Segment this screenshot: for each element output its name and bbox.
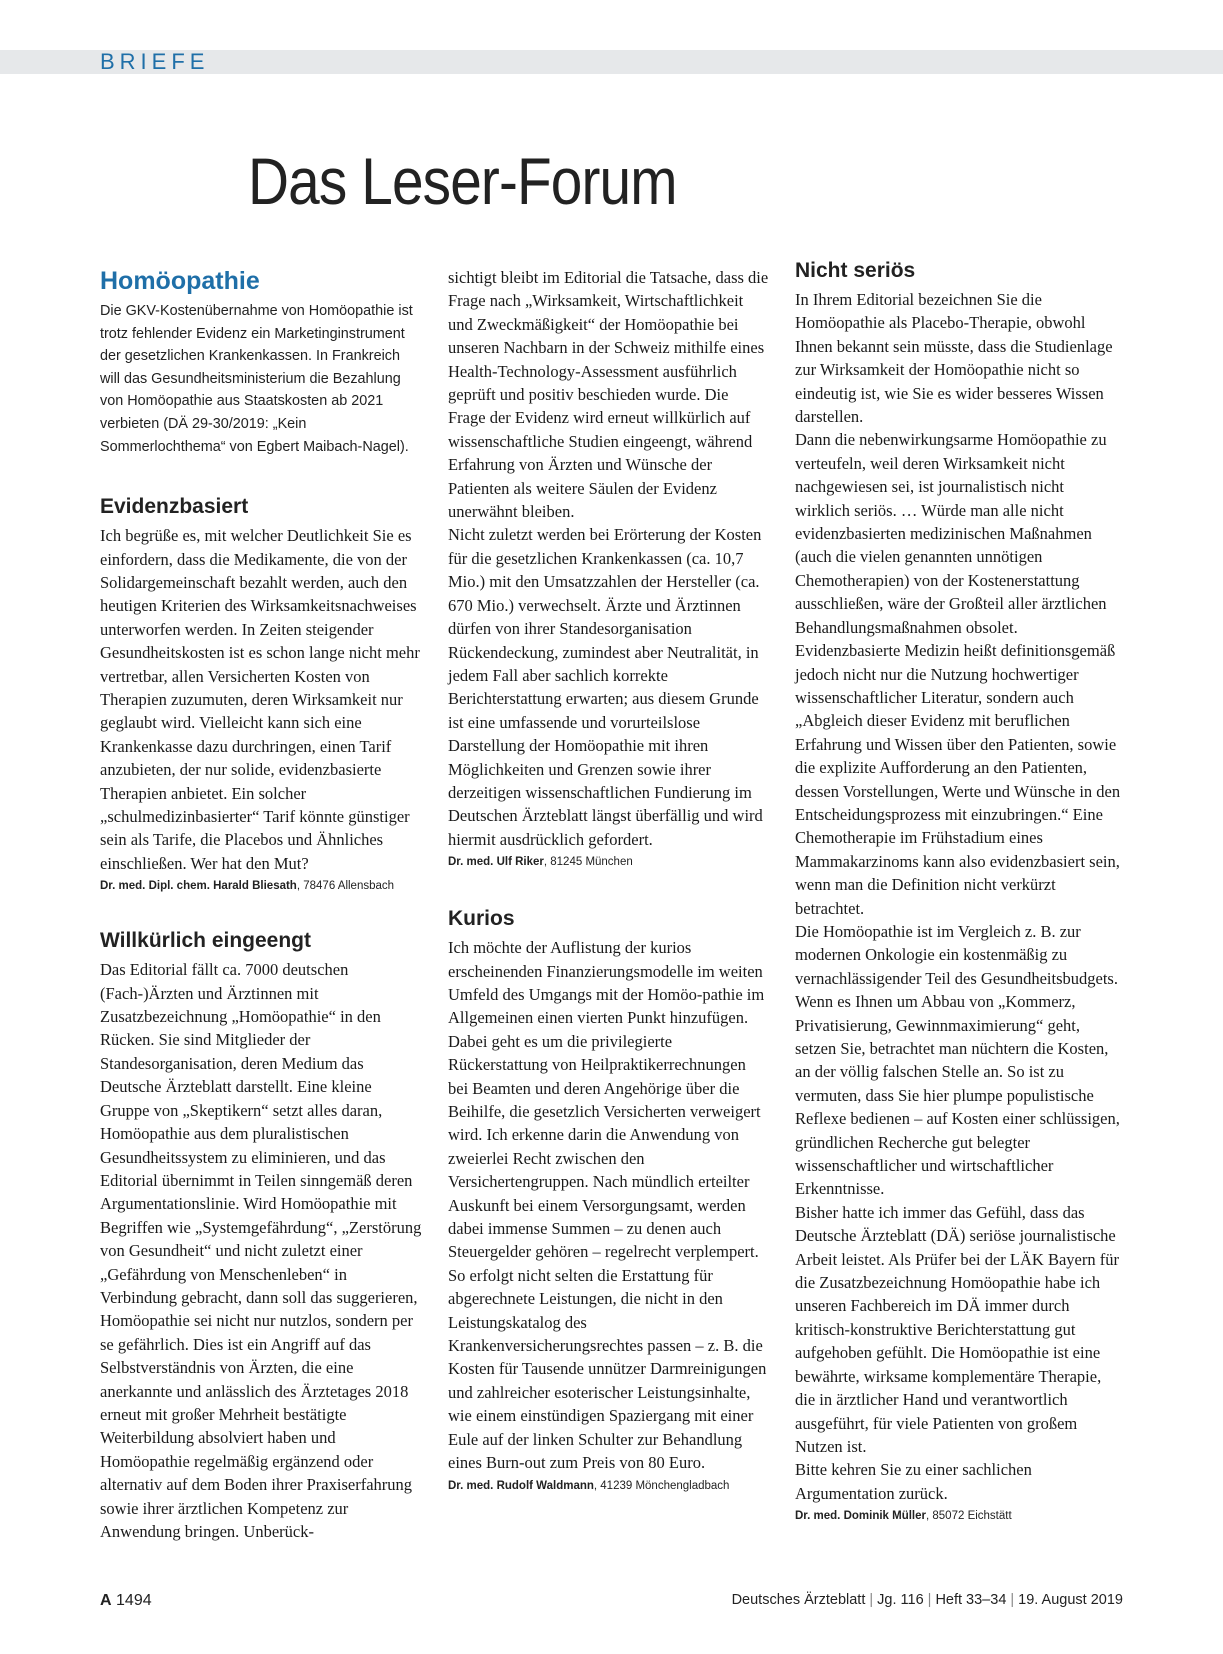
journal-issue: Heft 33–34 bbox=[935, 1592, 1007, 1608]
topic-title: Homöopathie bbox=[100, 267, 260, 295]
page-section-letter: A bbox=[100, 1592, 112, 1609]
author-location: , 81245 München bbox=[543, 856, 633, 869]
topic-intro: Die GKV-Kostenübernahme von Homöopathie ist trotz fehlender Evidenz ein Marketinginstrument der gesetzlichen Krankenkassen. In Frankreich will das Gesundheitsministerium die Bezahlung von Homöopathie aus Staatskosten ab 2021 verbieten (DÄ 29-30/2019: „Kein Sommerlochthema“ von Egbert Maibach-Nagel). bbox=[100, 303, 413, 455]
letter-body: Ich begrüße es, mit welcher Deutlichkeit Sie es einfordern, dass die Medikamente, die von der Solidargemeinschaft bezahlt werden, auch den heutigen Kriterien des Wirksamkeitsnachweises unterworfen werden. In Zeiten steigender Gesundheitskosten ist es schon lange nicht mehr vertretbar, allen Versicherten Kosten von Therapien zuzumuten, deren Wirksamkeit nur geglaubt wird. Vielleicht kann sich eine Krankenkasse dazu durchringen, einen Tarif anzubieten, der nur solide, evidenzbasierte Therapien anbietet. Ein solcher „schulmedizinbasierter“ Tarif könnte günstiger sein als Tarife, die Placebos und Ähnliches einschließen. Wer hat den Mut? bbox=[100, 526, 420, 873]
author-name: Dr. med. Rudolf Waldmann bbox=[448, 1479, 594, 1492]
letter-signature bbox=[448, 1478, 770, 1494]
column-3 bbox=[795, 258, 1123, 1524]
column-2 bbox=[448, 266, 770, 1494]
author-location: , 41239 Mönchengladbach bbox=[593, 1479, 730, 1492]
author-name: Dr. med. Dipl. chem. Harald Bliesath bbox=[100, 880, 297, 893]
letter-heading: Evidenzbasiert bbox=[100, 495, 249, 519]
letter-paragraph: Bitte kehren Sie zu einer sachlichen Argumentation zurück. bbox=[795, 1460, 1032, 1503]
separator: | bbox=[869, 1592, 874, 1608]
page-title: Das Leser-Forum bbox=[248, 144, 677, 218]
letter-evidenzbasiert bbox=[100, 494, 422, 894]
letter-paragraph: Die Homöopathie ist im Vergleich z. B. zur modernen Onkologie ein kostenmäßig zu vernachlässigender Teil des Gesundheitsbudgets. Wenn es Ihnen um Abbau von „Kommerz, Privatisierung, Gewinnmaximierung“ geht, setzen Sie, betrachtet man nüchtern die Kosten, an der völlig falschen Stelle an. So ist zu vermuten, dass Sie hier plumpe populistische Reflexe bedienen – auf Kosten einer schlüssigen, gründlichen Recherche gut belegter wissenschaftlicher und wirtschaftlicher Erkenntnisse. bbox=[795, 921, 1120, 1199]
letter-heading: Nicht seriös bbox=[795, 259, 916, 282]
author-location: , 78476 Allensbach bbox=[296, 880, 395, 893]
letter-body-part: Das Editorial fällt ca. 7000 deutschen (Fach-)Ärzten und Ärztinnen mit Zusatzbezeichnung „Homöopathie“ in den Rücken. Sie sind Mitglieder der Standesorganisation, deren Medium das Deutsche Ärzteblatt darstellt. Eine kleine Gruppe von „Skeptikern“ setzt alles daran, Homöopathie aus dem pluralistischen Gesundheitssystem zu eliminieren, und das Editorial übernimmt in Teilen sinngemäß deren Argumentationslinie. Wird Homöopathie mit Begriffen wie „Systemgefährdung“, „Zerstörung von Gesundheit“ und nicht zuletzt einer „Gefährdung von Menschenleben“ in Verbindung gebracht, dann soll das suggerieren, Homöopathie sei nicht nur nutzlos, sondern per se gefährlich. Dies ist ein Angriff auf das Selbstverständnis von Ärzten, die eine anerkannte und anlässlich des Ärztetages 2018 erneut mit großer Mehrheit bestätigte Weiterbildung absolviert haben und Homöopathie regelmäßig ergänzend oder alternativ auf dem Boden ihrer Praxiserfahrung sowie ihrer ärztlichen Kompetenz zur Anwendung bringen. Unberück- bbox=[100, 960, 422, 1541]
letter-paragraph: In Ihrem Editorial bezeichnen Sie die Homöopathie als Placebo-Therapie, obwohl Ihnen bekannt sein müsste, dass die Studienlage zur Wirksamkeit der Homöopathie nicht so eindeutig ist, wie Sie es wider besseres Wissen darstellen. bbox=[795, 290, 1113, 427]
letter-heading: Willkürlich eingeengt bbox=[100, 929, 312, 953]
author-name: Dr. med. Ulf Riker bbox=[448, 856, 544, 869]
letter-body bbox=[795, 288, 1123, 1505]
letter-willkuerlich bbox=[100, 928, 422, 1543]
author-name: Dr. med. Dominik Müller bbox=[795, 1510, 926, 1523]
column-1 bbox=[100, 266, 422, 1543]
letter-body-part: sichtigt bleibt im Editorial die Tatsache, dass die Frage nach „Wirksamkeit, Wirtschaftlichkeit und Zweckmäßigkeit“ der Homöopathie bei unseren Nachbarn in der Schweiz mithilfe eines Health-Technology-Assessment ausführlich geprüft und positiv beschieden wurde. Die Frage der Evidenz wird erneut willkürlich auf wissenschaftliche Studien eingeengt, während Erfahrung von Ärzten und Wünsche der Patienten als weitere Säulen der Evidenz unerwähnt bleiben. bbox=[448, 268, 769, 522]
author-location: , 85072 Eichstätt bbox=[926, 1510, 1012, 1523]
journal-volume: Jg. 116 bbox=[877, 1592, 924, 1608]
letter-signature bbox=[448, 854, 770, 870]
letter-kurios bbox=[448, 906, 770, 1493]
letter-body-part: Nicht zuletzt werden bei Erörterung der Kosten für die gesetzlichen Krankenkassen (ca. 10,7 Mio.) mit den Umsatzzahlen der Hersteller (ca. 670 Mio.) verwechselt. Ärzte und Ärztinnen dürfen von ihrer Standesorganisation Rückendeckung, zumindest aber Neutralität, in jedem Fall aber sachlich korrekte Berichterstattung erwarten; aus diesem Grunde ist eine umfassende und vorurteilslose Darstellung der Homöopathie mit ihren Möglichkeiten und Grenzen sowie ihrer derzeitigen wissenschaftlichen Fundierung im Deutschen Ärzteblatt längst überfällig und wird hiermit ausdrücklich gefordert. bbox=[448, 525, 763, 849]
journal-info bbox=[732, 1592, 1123, 1608]
section-label: BRIEFE bbox=[100, 49, 210, 74]
page-number-value: 1494 bbox=[116, 1592, 152, 1609]
letter-paragraph: Dann die nebenwirkungsarme Homöopathie zu verteufeln, weil deren Wirksamkeit nicht nachgewiesen sei, ist journalistisch nicht wirklich seriös. … Würde man alle nicht evidenzbasierten medizinischen Maßnahmen (auch die vielen genannten unnötigen Chemotherapien) von der Kostenerstattung ausschließen, wäre der Großteil aller ärztlichen Behandlungsmaßnahmen obsolet. Evidenzbasierte Medizin heißt definitionsgemäß jedoch nicht nur die Nutzung hochwertiger wissenschaftlicher Literatur, sondern auch „Abgleich dieser Evidenz mit beruflichen Erfahrung und Wissen über den Patienten, sowie die explizite Aufforderung an den Patienten, dessen Vorstellungen, Werte und Wünsche in den Entscheidungsprozess mit einzubringen.“ Eine Chemotherapie im Frühstadium eines Mammakarzinoms kann also evidenzbasiert sein, wenn man die Definition nicht verkürzt betrachtet. bbox=[795, 430, 1121, 918]
separator: | bbox=[927, 1592, 932, 1608]
separator: | bbox=[1010, 1592, 1015, 1608]
journal-date: 19. August 2019 bbox=[1018, 1592, 1123, 1608]
page-number bbox=[100, 1592, 152, 1610]
letter-signature bbox=[795, 1508, 1123, 1524]
letter-heading: Kurios bbox=[448, 907, 515, 931]
letter-paragraph: Bisher hatte ich immer das Gefühl, dass das Deutsche Ärzteblatt (DÄ) seriöse journalistische Arbeit leistet. Als Prüfer bei der LÄK Bayern für die Zusatzbezeichnung Homöopathie habe ich unseren Fachbereich im DÄ immer durch kritisch-konstruktive Berichterstattung gut aufgehoben gefühlt. Die Homöopathie ist eine bewährte, wirksame komplementäre Therapie, die in ärztlicher Hand und verantwortlich ausgeführt, für viele Patienten von großem Nutzen ist. bbox=[795, 1202, 1119, 1456]
letter-signature bbox=[100, 878, 422, 894]
letter-body: Ich möchte der Auflistung der kurios erscheinenden Finanzierungsmodelle im weiten Umfeld des Umgangs mit der Homöo-pathie im Allgemeinen einen vierten Punkt hinzufügen. Dabei geht es um die privilegierte Rückerstattung von Heilpraktikerrechnungen bei Beamten und deren Angehörige über die Beihilfe, die gesetzlich Versicherten verweigert wird. Ich erkenne darin die Anwendung von zweierlei Recht zwischen den Versichertengruppen. Nach mündlich erteilter Auskunft bei einem Versorgungsamt, werden dabei immense Summen – zu denen auch Steuergelder gehören – regelrecht verplempert. So erfolgt nicht selten die Erstattung für abgerechnete Leistungen, die nicht in den Leistungskatalog des Krankenversicherungsrechtes passen – z. B. die Kosten für Tausende unnützer Darmreinigungen und zahlreicher esoterischer Leistungsinhalte, wie einem einstündigen Spaziergang mit einer Eule auf der linken Schulter zur Behandlung eines Burn-out zum Preis von 80 Euro. bbox=[448, 938, 767, 1473]
journal-name: Deutsches Ärzteblatt bbox=[731, 1592, 866, 1608]
